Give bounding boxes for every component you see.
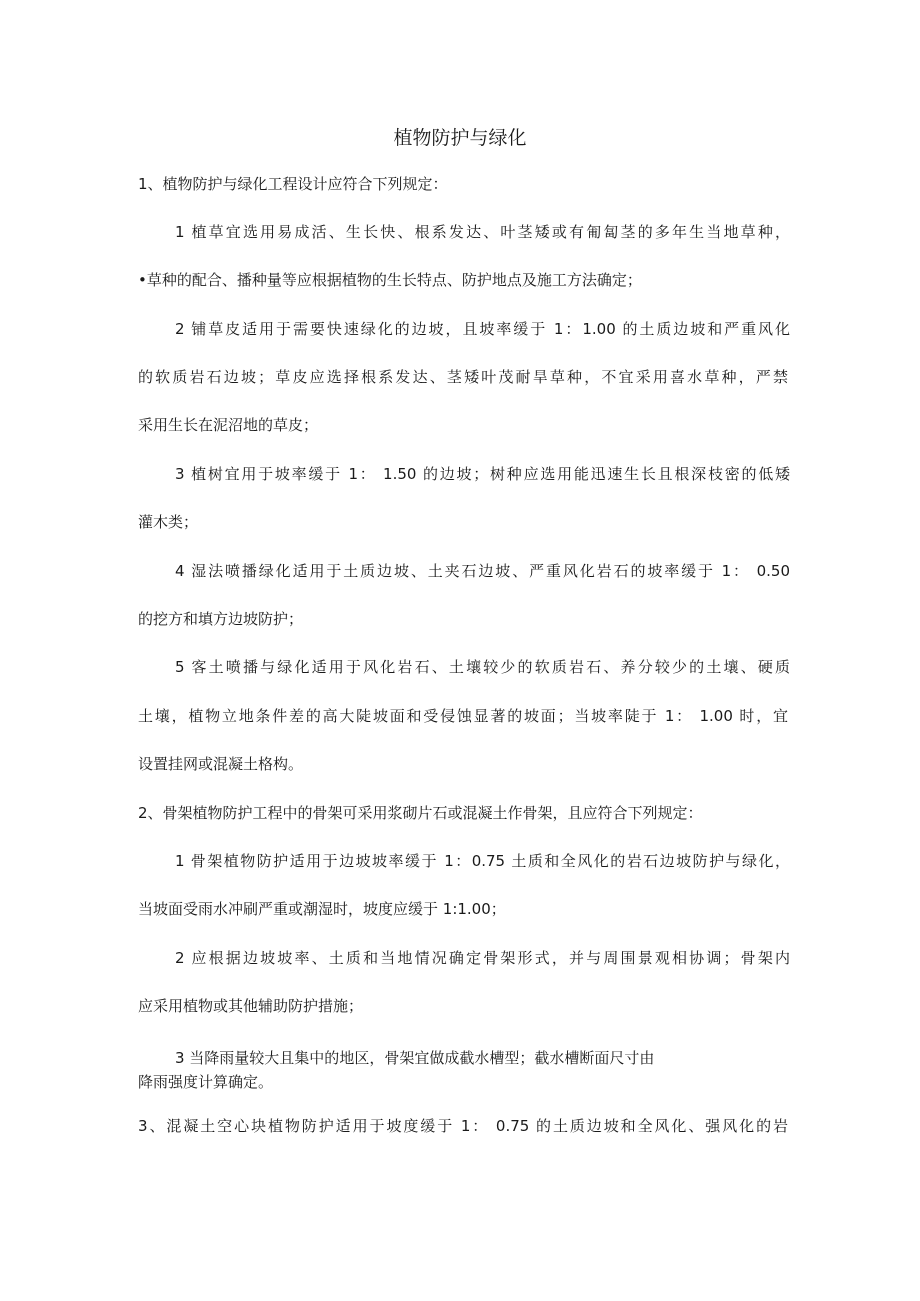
paragraph-line: 土壤，植物立地条件差的高大陡坡面和受侵蚀显著的坡面；当坡率陡于 1： 1.00 时，宜	[138, 707, 788, 725]
section-1-heading: 1、植物防护与绿化工程设计应符合下列规定：	[138, 175, 448, 193]
paragraph-line: 的挖方和填方边坡防护；	[138, 610, 304, 628]
paragraph-line: 当坡面受雨水冲刷严重或潮湿时，坡度应缓于 1:1.00；	[138, 900, 506, 918]
paragraph-line: 2 应根据边坡坡率、土质和当地情况确定骨架形式，并与周围景观相协调；骨架内	[175, 949, 790, 967]
paragraph-line: 1 骨架植物防护适用于边坡坡率缓于 1：0.75 土质和全风化的岩石边坡防护与绿化，	[175, 852, 790, 870]
paragraph-line: 3 植树宜用于坡率缓于 1： 1.50 的边坡；树种应选用能迅速生长且根深枝密的低矮	[175, 465, 790, 483]
paragraph-line: 降雨强度计算确定。	[138, 1073, 274, 1091]
paragraph-line: •草种的配合、播种量等应根据植物的生长特点、防护地点及施工方法确定；	[138, 271, 642, 289]
section-3-heading: 3、混凝土空心块植物防护适用于坡度缓于 1： 0.75 的土质边坡和全风化、强风化的岩	[138, 1117, 788, 1135]
paragraph-line: 应采用植物或其他辅助防护措施；	[138, 997, 364, 1015]
paragraph-line: 2 铺草皮适用于需要快速绿化的边坡，且坡率缓于 1：1.00 的土质边坡和严重风化	[175, 320, 790, 338]
paragraph-line: 1 植草宜选用易成活、生长快、根系发达、叶茎矮或有匍匐茎的多年生当地草种，	[175, 223, 790, 241]
paragraph-line: 3 当降雨量较大且集中的地区，骨架宜做成截水槽型；截水槽断面尺寸由	[175, 1049, 655, 1067]
paragraph-line: 5 客土喷播与绿化适用于风化岩石、土壤较少的软质岩石、养分较少的土壤、硬质	[175, 658, 790, 676]
paragraph-line: 4 湿法喷播绿化适用于土质边坡、土夹石边坡、严重风化岩石的坡率缓于 1： 0.50	[175, 562, 790, 580]
paragraph-line: 灌木类；	[138, 513, 199, 531]
paragraph-line: 设置挂网或混凝土格构。	[138, 755, 304, 773]
paragraph-line: 的软质岩石边坡；草皮应选择根系发达、茎矮叶茂耐旱草种，不宜采用喜水草种，严禁	[138, 368, 788, 386]
page-title: 植物防护与绿化	[393, 127, 527, 149]
section-2-heading: 2、骨架植物防护工程中的骨架可采用浆砌片石或混凝土作骨架，且应符合下列规定：	[138, 804, 703, 822]
paragraph-line: 采用生长在泥沼地的草皮；	[138, 416, 319, 434]
